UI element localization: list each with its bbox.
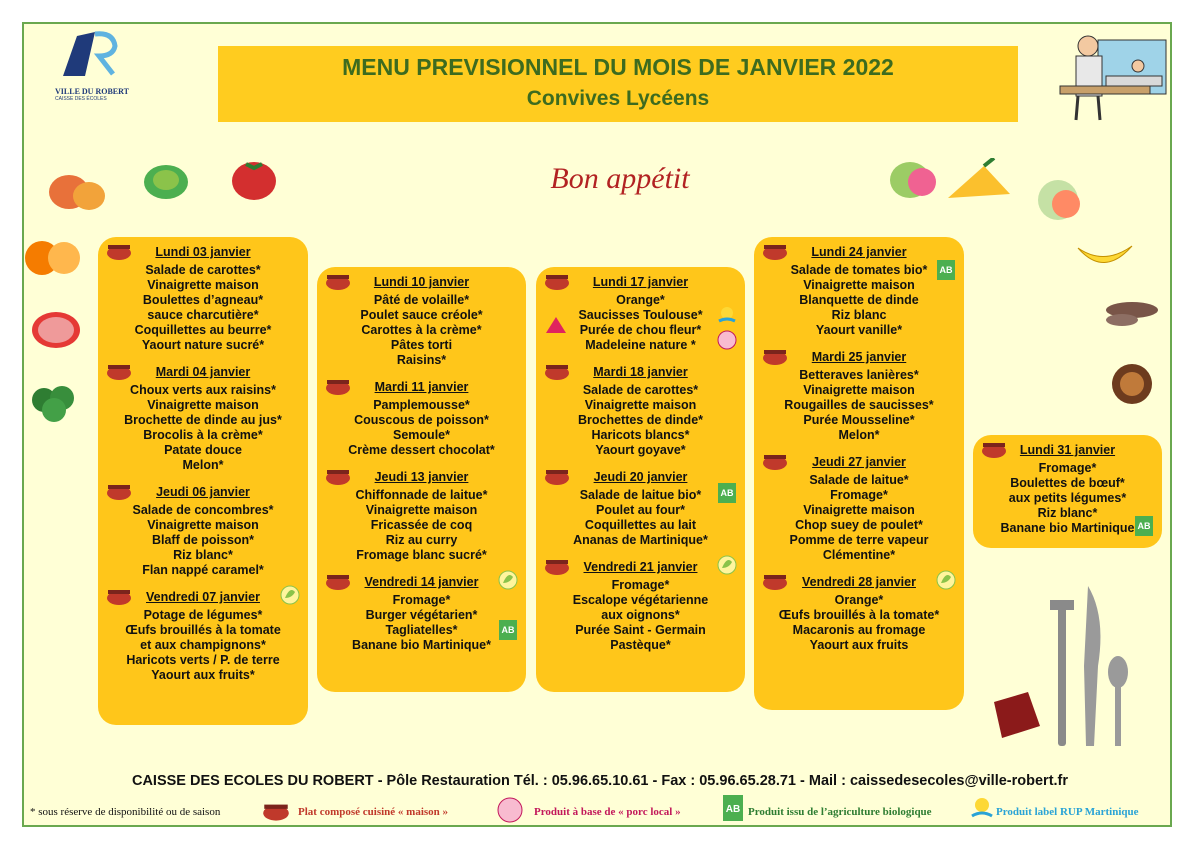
menu-item: Chiffonnade de laitue*	[355, 488, 488, 502]
day-block	[102, 590, 304, 683]
pot-icon	[542, 466, 572, 486]
menu-item: Salade de carottes*	[582, 383, 699, 397]
peach-icon	[45, 170, 110, 215]
pot-icon	[104, 361, 134, 381]
menu-item: Couscous de poisson*	[354, 413, 489, 427]
menu-item: Burger végétarien*	[365, 608, 478, 622]
menu-item: Saucisses Toulouse*	[578, 308, 703, 322]
ab-bio-label: AB	[725, 804, 741, 815]
day-title: Vendredi 07 janvier	[146, 590, 260, 604]
day-title: Mardi 25 janvier	[811, 350, 907, 364]
menu-item: Clémentine*	[822, 548, 896, 562]
chestnut-icon	[1106, 360, 1158, 408]
menu-item: Vinaigrette maison	[803, 503, 915, 517]
menu-item: Brochette de dinde au jus*	[124, 413, 282, 427]
day-title: Vendredi 28 janvier	[802, 575, 916, 589]
pot-icon	[542, 361, 572, 381]
melon-icon	[1034, 176, 1086, 224]
day-block	[321, 275, 522, 368]
menu-item: Salade de concombres*	[132, 503, 274, 517]
menu-item: Œufs brouillés à la tomate	[125, 623, 281, 637]
menu-item: Purée Mousseline*	[803, 413, 915, 427]
menu-item: Coquillettes au lait	[584, 518, 697, 532]
menu-item: Yaourt vanille*	[815, 323, 903, 337]
menu-item: Potage de légumes*	[143, 608, 263, 622]
menu-item: Choux verts aux raisins*	[130, 383, 276, 397]
menu-item: Semoule*	[393, 428, 450, 442]
menu-item: Raisins*	[396, 353, 447, 367]
pot-icon	[542, 271, 572, 291]
day-block	[540, 275, 741, 353]
menu-item: Vinaigrette maison	[147, 278, 259, 292]
day-title: Lundi 03 janvier	[155, 245, 251, 259]
menu-item: Escalope végétarienne	[572, 593, 709, 607]
pot-icon	[323, 271, 353, 291]
menu-item: Riz blanc	[831, 308, 887, 322]
title-box	[218, 46, 1018, 122]
broccoli-icon	[28, 384, 80, 426]
pineapple-icon	[944, 158, 1016, 206]
menu-item: Banane bio Martinique	[1000, 521, 1135, 535]
day-block	[758, 455, 960, 563]
menu-item: aux petits légumes*	[1008, 491, 1127, 505]
menu-item: sauce charcutière*	[147, 308, 259, 322]
menu-item: aux oignons*	[601, 608, 680, 622]
menu-item: Salade de laitue*	[809, 473, 909, 487]
rup-label-icon	[717, 305, 737, 327]
menu-item: Blanquette de dinde	[799, 293, 919, 307]
day-title: Mardi 11 janvier	[374, 380, 469, 394]
menu-item: Brocolis à la crème*	[143, 428, 263, 442]
ab-bio-icon	[722, 794, 744, 824]
menu-item: Ananas de Martinique*	[573, 533, 708, 547]
page-subtitle: Convives Lycéens	[526, 87, 710, 110]
menu-item: Pâtes torti	[390, 338, 453, 352]
guava-icon	[888, 156, 940, 204]
rup-label-icon	[970, 796, 994, 822]
menu-item: Fromage*	[392, 593, 451, 607]
day-block	[540, 470, 741, 548]
day-title: Vendredi 14 janvier	[364, 575, 479, 589]
leaf-badge-icon	[280, 584, 300, 606]
menu-item: Poulet sauce créole*	[360, 308, 483, 322]
menu-column-2	[317, 267, 526, 692]
cutlery-icon	[988, 576, 1138, 756]
ab-bio-label: AB	[720, 488, 734, 498]
menu-item: Pastèque*	[610, 638, 671, 652]
menu-item: Vinaigrette maison	[803, 278, 915, 292]
pot-icon	[760, 241, 790, 261]
menu-item: Boulettes de bœuf*	[1010, 476, 1125, 490]
ab-bio-icon	[936, 259, 956, 281]
day-title: Jeudi 13 janvier	[374, 470, 469, 484]
menu-column-3	[536, 267, 745, 692]
pot-icon	[260, 800, 292, 822]
day-block	[540, 365, 741, 458]
pot-icon	[979, 439, 1009, 459]
day-title: Lundi 17 janvier	[592, 275, 689, 289]
day-block	[758, 245, 960, 338]
lettuce-icon	[142, 160, 192, 202]
menu-item: Pâté de volaille*	[373, 293, 470, 307]
pot-icon	[323, 571, 353, 591]
tomato-icon	[228, 156, 280, 202]
menu-item: Blaff de poisson*	[151, 533, 255, 547]
menu-item: Yaourt goyave*	[595, 443, 686, 457]
day-block	[321, 380, 522, 458]
menu-item: et aux champignons*	[140, 638, 266, 652]
pot-icon	[760, 451, 790, 471]
warning-triangle-icon	[546, 317, 566, 333]
day-title: Mardi 18 janvier	[593, 365, 688, 379]
grapefruit-icon	[30, 310, 82, 350]
menu-item: Salade de tomates bio*	[790, 263, 928, 277]
ab-bio-label: AB	[1137, 521, 1151, 531]
logo	[55, 26, 129, 102]
menu-item: Pamplemousse*	[373, 398, 470, 412]
banana-icon	[1074, 238, 1136, 278]
menu-item: Purée Saint - Germain	[575, 623, 706, 637]
menu-item: Pomme de terre vapeur	[789, 533, 929, 547]
day-block	[758, 575, 960, 653]
menu-item: Carottes à la crème*	[361, 323, 482, 337]
leaf-badge-icon	[498, 569, 518, 591]
menu-item: Fromage*	[1038, 461, 1097, 475]
menu-item: Vinaigrette maison	[584, 398, 697, 412]
menu-item: Haricots verts / P. de terre	[126, 653, 280, 667]
menu-item: Salade de laitue bio*	[579, 488, 702, 502]
menu-item: Fromage blanc sucré*	[356, 548, 487, 562]
day-title: Vendredi 21 janvier	[583, 560, 698, 574]
menu-item: Yaourt nature sucré*	[141, 338, 265, 352]
pot-icon	[323, 466, 353, 486]
day-block	[321, 575, 522, 653]
day-title: Lundi 31 janvier	[1019, 443, 1116, 457]
menu-item: Fromage*	[830, 488, 888, 502]
ab-bio-label: AB	[939, 265, 953, 275]
menu-item: Fromage*	[611, 578, 670, 592]
day-title: Lundi 10 janvier	[373, 275, 470, 289]
pot-icon	[323, 376, 353, 396]
menu-item: Orange*	[834, 593, 884, 607]
menu-item: Melon*	[182, 458, 224, 472]
logo-text: VILLE DU ROBERT	[55, 87, 129, 96]
porc-local-icon	[717, 329, 737, 351]
menu-column-1	[98, 237, 308, 725]
menu-item: Melon*	[838, 428, 880, 442]
menu-item: Chop suey de poulet*	[795, 518, 923, 532]
menu-item: Vinaigrette maison	[147, 398, 259, 412]
menu-item: Fricassée de coq	[370, 518, 473, 532]
menu-item: Yaourt aux fruits*	[151, 668, 255, 682]
menu-item: Vinaigrette maison	[803, 383, 915, 397]
menu-item: Salade de carottes*	[145, 263, 261, 277]
menu-item: Purée de chou fleur*	[579, 323, 702, 337]
greeting: Bon appétit	[550, 162, 690, 195]
legend-rup: Produit label RUP Martinique	[996, 806, 1139, 818]
menu-item: Orange*	[616, 293, 665, 307]
menu-item: Riz blanc*	[173, 548, 233, 562]
day-block	[102, 245, 304, 353]
menu-item: Coquillettes au beurre*	[134, 323, 272, 337]
menu-item: Boulettes d’agneau*	[142, 293, 264, 307]
menu-item: Haricots blancs*	[591, 428, 690, 442]
orange-icon	[22, 238, 84, 278]
menu-item: Yaourt aux fruits	[809, 638, 909, 652]
menu-item: Riz au curry	[385, 533, 458, 547]
pot-icon	[104, 586, 134, 606]
day-block	[102, 365, 304, 473]
menu-column-5	[973, 435, 1162, 548]
day-block	[102, 485, 304, 578]
menu-item: Vinaigrette maison	[365, 503, 478, 517]
menu-item: Riz blanc*	[1037, 506, 1098, 520]
menu-item: Rougailles de saucisses*	[784, 398, 934, 412]
pot-icon	[104, 241, 134, 261]
menu-item: Macaronis au fromage	[792, 623, 926, 637]
footer-contact: CAISSE DES ECOLES DU ROBERT - Pôle Restauration Tél. : 05.96.65.10.61 - Fax : 05.96.65.28.71 - Mail : caissedesecoles@ville-robert.fr	[131, 773, 1069, 789]
porc-local-icon	[492, 796, 528, 824]
legend-bio: Produit issu de l’agriculture biologique	[748, 806, 932, 818]
leaf-badge-icon	[936, 569, 956, 591]
day-title: Jeudi 06 janvier	[156, 485, 250, 499]
menu-item: Vinaigrette maison	[147, 518, 259, 532]
tamarind-icon	[1102, 292, 1164, 330]
day-block	[758, 350, 960, 443]
day-block	[540, 560, 741, 653]
menu-column-4	[754, 237, 964, 710]
legend-porc: Produit à base de « porc local »	[534, 806, 681, 818]
pot-icon	[104, 481, 134, 501]
pot-icon	[542, 556, 572, 576]
pot-icon	[760, 346, 790, 366]
day-title: Mardi 04 janvier	[155, 365, 251, 379]
menu-item: Patate douce	[164, 443, 242, 457]
menu-item: Flan nappé caramel*	[142, 563, 264, 577]
day-block	[977, 443, 1158, 536]
legend-note: * sous réserve de disponibilité ou de saison	[30, 806, 221, 818]
legend-maison: Plat composé cuisiné « maison »	[298, 806, 449, 818]
menu-item: Madeleine nature *	[585, 338, 696, 352]
legend	[30, 800, 1180, 826]
day-title: Lundi 24 janvier	[811, 245, 907, 259]
day-title: Jeudi 20 janvier	[593, 470, 688, 484]
pot-icon	[760, 571, 790, 591]
menu-item: Crème dessert chocolat*	[348, 443, 495, 457]
ab-bio-icon	[1134, 515, 1154, 537]
chef-illustration	[1058, 26, 1170, 122]
menu-item: Betteraves lanières*	[799, 368, 919, 382]
menu-item: Brochettes de dinde*	[577, 413, 704, 427]
ab-bio-label: AB	[501, 625, 515, 635]
logo-flag-icon	[55, 26, 125, 86]
day-title: Jeudi 27 janvier	[812, 455, 906, 469]
menu-item: Œufs brouillés à la tomate*	[778, 608, 940, 622]
ab-bio-icon	[498, 619, 518, 641]
day-block	[321, 470, 522, 563]
ab-bio-icon	[717, 482, 737, 504]
leaf-badge-icon	[717, 554, 737, 576]
logo-subtext: CAISSE DES ÉCOLES	[55, 96, 107, 102]
page-title: MENU PREVISIONNEL DU MOIS DE JANVIER 2022	[342, 54, 894, 80]
menu-item: Banane bio Martinique*	[352, 638, 491, 652]
menu-item: Tagliatelles*	[385, 623, 458, 637]
menu-item: Poulet au four*	[596, 503, 685, 517]
